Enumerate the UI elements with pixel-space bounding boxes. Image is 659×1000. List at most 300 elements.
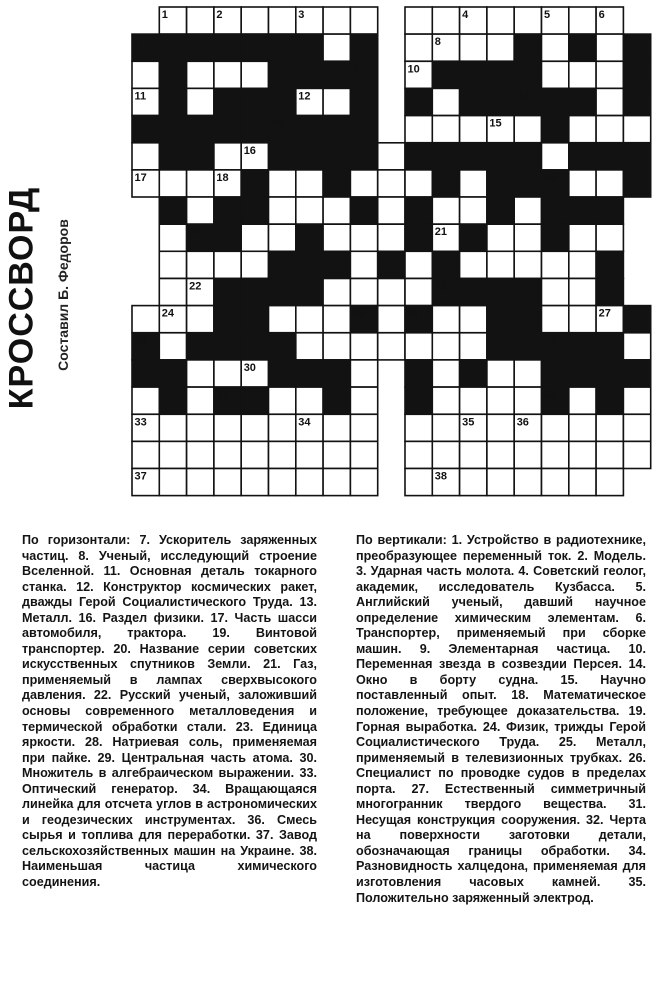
- grid-cell-blocked: [432, 170, 459, 197]
- grid-cell-blocked: [323, 387, 350, 414]
- grid-cell-empty[interactable]: [514, 116, 541, 143]
- clue-number: 2: [216, 9, 223, 21]
- grid-cell-empty[interactable]: [432, 360, 459, 387]
- grid-cell-empty[interactable]: [350, 360, 377, 387]
- grid-cell-empty[interactable]: [542, 61, 569, 88]
- grid-cell-blocked: [323, 251, 350, 278]
- grid-cell-empty[interactable]: [378, 279, 405, 306]
- grid-cell-blocked: [596, 387, 623, 414]
- grid-cell-empty[interactable]: [432, 7, 459, 34]
- grid-cell-empty[interactable]: [569, 441, 596, 468]
- grid-cell-empty[interactable]: [623, 414, 650, 441]
- grid-cell-empty[interactable]: [241, 441, 268, 468]
- grid-cell-blocked: [514, 333, 541, 360]
- grid-cell-empty[interactable]: [487, 251, 514, 278]
- grid-cell-empty[interactable]: [542, 251, 569, 278]
- grid-cell-blocked: [214, 279, 241, 306]
- grid-cell-empty[interactable]: [350, 279, 377, 306]
- grid-cell-blocked: [214, 88, 241, 115]
- grid-cell-empty[interactable]: [596, 34, 623, 61]
- grid-cell-blocked: [241, 306, 268, 333]
- grid-cell-blocked: [460, 88, 487, 115]
- grid-cell-blocked: [296, 224, 323, 251]
- grid-cell-empty[interactable]: [596, 61, 623, 88]
- grid-cell-empty[interactable]: [132, 61, 159, 88]
- grid-cell-empty[interactable]: [269, 197, 296, 224]
- grid-cell-empty[interactable]: [350, 387, 377, 414]
- grid-cell-empty[interactable]: [542, 306, 569, 333]
- grid-cell-empty[interactable]: [159, 251, 186, 278]
- grid-cell-blocked: [296, 279, 323, 306]
- grid-cell-blocked: [487, 306, 514, 333]
- grid-cell-empty[interactable]: [187, 306, 214, 333]
- grid-cell-empty[interactable]: [405, 469, 432, 496]
- grid-cell-empty[interactable]: [405, 251, 432, 278]
- grid-cell-empty[interactable]: [542, 414, 569, 441]
- clue-number: 8: [434, 36, 441, 49]
- grid-cell-blocked: [596, 360, 623, 387]
- grid-cell-blocked: [596, 197, 623, 224]
- grid-cell-empty[interactable]: [460, 116, 487, 143]
- grid-cell-blocked: [378, 251, 405, 278]
- grid-cell-empty[interactable]: [187, 170, 214, 197]
- grid-cell-blocked: [432, 61, 459, 88]
- grid-cell-empty[interactable]: [596, 469, 623, 496]
- grid-cell-empty[interactable]: [323, 333, 350, 360]
- grid-cell-empty[interactable]: [569, 414, 596, 441]
- grid-cell-blocked: [241, 333, 268, 360]
- grid-cell-blocked: [542, 116, 569, 143]
- grid-cell-empty[interactable]: [214, 469, 241, 496]
- grid-cell-blocked: [323, 143, 350, 170]
- grid-cell-empty[interactable]: [296, 441, 323, 468]
- grid-cell-empty[interactable]: [460, 251, 487, 278]
- grid-cell-blocked: [514, 143, 541, 170]
- grid-cell-empty[interactable]: [460, 170, 487, 197]
- grid-cell-blocked: [350, 88, 377, 115]
- grid-cell-blocked: [241, 34, 268, 61]
- clue-number: 12: [298, 90, 311, 103]
- clue-number: 34: [298, 416, 311, 429]
- grid-cell-empty[interactable]: [187, 251, 214, 278]
- grid-cell-blocked: [159, 34, 186, 61]
- grid-cell-blocked: [269, 88, 296, 115]
- across-text: 7. Ускоритель заряженных частиц. 8. Ученый, исследующий строение Вселенной. 11. Основная деталь токарного станка. 12. Конструктор космических ракет, дважды Герой Социалистического Труда. 13. Металл. 16. Раздел физики. 17. Часть шасси автомобиля, трактора. 19. Винтовой транспортер. 20. Название серии советских искусственных спутников Земли. 21. Газ, применяемый в лампах сверхвысокого давления. 22. Русский ученый, заложивший основы современного металловедения и термической обработки стали. 23. Единица яркости. 28. Натриевая соль, применяемая при пайке. 29. Центральная часть атома. 30. Множитель в алгебраическом выражении. 33. Оптический генератор. 34. Вращающаяся линейка для отсчета углов в астрономических и геодезических инструментах. 36. Смесь сырья и топлива для переработки. 37. Завод сельскохозяйственных машин на Украине. 38. Наименьшая частица химического соединения.: [22, 533, 317, 890]
- grid-cell-blocked: [623, 360, 650, 387]
- grid-cell-empty[interactable]: [405, 116, 432, 143]
- grid-cell-empty[interactable]: [187, 88, 214, 115]
- clue-number: 14: [271, 117, 284, 130]
- grid-cell-blocked: [296, 61, 323, 88]
- grid-cell-blocked: [241, 279, 268, 306]
- grid-cell-blocked: [487, 333, 514, 360]
- grid-cell-blocked: [350, 143, 377, 170]
- grid-cell-blocked: [269, 143, 296, 170]
- grid-cell-empty[interactable]: [323, 441, 350, 468]
- across-heading: По горизонтали:: [22, 533, 131, 547]
- grid-cell-empty[interactable]: [132, 441, 159, 468]
- grid-cell-empty[interactable]: [378, 143, 405, 170]
- grid-cell-empty[interactable]: [323, 34, 350, 61]
- grid-cell-empty[interactable]: [323, 469, 350, 496]
- grid-cell-blocked: [350, 34, 377, 61]
- clue-number: 11: [134, 90, 147, 103]
- grid-cell-empty[interactable]: [323, 224, 350, 251]
- grid-cell-blocked: [623, 88, 650, 115]
- grid-cell-empty[interactable]: [460, 306, 487, 333]
- grid-cell-empty[interactable]: [159, 170, 186, 197]
- grid-cell-empty[interactable]: [241, 414, 268, 441]
- clue-number: 22: [189, 280, 202, 293]
- grid-cell-blocked: [405, 197, 432, 224]
- grid-cell-empty[interactable]: [269, 7, 296, 34]
- across-clues: [22, 533, 317, 891]
- clue-number: 21: [434, 226, 448, 239]
- grid-cell-empty[interactable]: [542, 143, 569, 170]
- clue-number: 3: [298, 9, 305, 21]
- grid-cell-blocked: [214, 224, 241, 251]
- grid-cell-empty[interactable]: [296, 469, 323, 496]
- grid-cell-blocked: [187, 116, 214, 143]
- grid-cell-empty[interactable]: [214, 414, 241, 441]
- grid-cell-blocked: [569, 88, 596, 115]
- grid-cell-empty[interactable]: [159, 224, 186, 251]
- grid-cell-empty[interactable]: [432, 414, 459, 441]
- clue-number: 1: [161, 9, 168, 21]
- grid-cell-empty[interactable]: [460, 34, 487, 61]
- grid-cell-empty[interactable]: [487, 224, 514, 251]
- clue-number: 10: [407, 63, 420, 76]
- grid-cell-blocked: [542, 88, 569, 115]
- grid-cell-empty[interactable]: [241, 61, 268, 88]
- clue-number: 28: [134, 334, 147, 347]
- grid-cell-empty[interactable]: [187, 441, 214, 468]
- grid-cell-empty[interactable]: [269, 469, 296, 496]
- grid-cell-empty[interactable]: [269, 170, 296, 197]
- grid-cell-empty[interactable]: [323, 414, 350, 441]
- grid-cell-empty[interactable]: [596, 224, 623, 251]
- grid-cell-empty[interactable]: [323, 306, 350, 333]
- grid-cell-empty[interactable]: [487, 469, 514, 496]
- grid-cell-empty[interactable]: [159, 333, 186, 360]
- grid-cell-blocked: [241, 88, 268, 115]
- grid-cell-blocked: [350, 197, 377, 224]
- grid-cell-blocked: [623, 34, 650, 61]
- clue-number: 20: [189, 226, 202, 239]
- grid-cell-empty[interactable]: [514, 441, 541, 468]
- grid-cell-empty[interactable]: [623, 441, 650, 468]
- grid-cell-empty[interactable]: [542, 34, 569, 61]
- grid-cell-empty[interactable]: [132, 387, 159, 414]
- grid-cell-empty[interactable]: [350, 251, 377, 278]
- clue-number: 26: [407, 307, 420, 320]
- grid-cell-blocked: [487, 88, 514, 115]
- grid-cell-empty[interactable]: [350, 441, 377, 468]
- grid-cell-empty[interactable]: [432, 306, 459, 333]
- grid-cell-empty[interactable]: [350, 7, 377, 34]
- grid-cell-blocked: [296, 360, 323, 387]
- clue-number: 15: [489, 117, 502, 130]
- clue-number: 5: [544, 9, 551, 21]
- grid-cell-blocked: [214, 116, 241, 143]
- grid-cell-empty[interactable]: [596, 170, 623, 197]
- grid-cell-empty[interactable]: [296, 197, 323, 224]
- grid-cell-blocked: [487, 61, 514, 88]
- grid-cell-empty[interactable]: [460, 387, 487, 414]
- grid-cell-empty[interactable]: [569, 306, 596, 333]
- grid-cell-blocked: [214, 306, 241, 333]
- grid-cell-empty[interactable]: [569, 251, 596, 278]
- grid-cell-blocked: [296, 251, 323, 278]
- grid-cell-blocked: [159, 88, 186, 115]
- grid-cell-empty[interactable]: [514, 224, 541, 251]
- grid-cell-blocked: [405, 387, 432, 414]
- grid-cell-empty[interactable]: [542, 469, 569, 496]
- clue-number: 9: [352, 63, 360, 76]
- grid-cell-blocked: [623, 143, 650, 170]
- grid-cell-empty[interactable]: [487, 441, 514, 468]
- grid-cell-empty[interactable]: [241, 469, 268, 496]
- grid-cell-empty[interactable]: [132, 306, 159, 333]
- grid-cell-blocked: [569, 143, 596, 170]
- grid-cell-empty[interactable]: [350, 414, 377, 441]
- grid-cell-empty[interactable]: [214, 61, 241, 88]
- grid-cell-empty[interactable]: [350, 333, 377, 360]
- grid-cell-blocked: [514, 279, 541, 306]
- grid-cell-empty[interactable]: [269, 387, 296, 414]
- grid-cell-blocked: [132, 360, 159, 387]
- grid-cell-empty[interactable]: [187, 469, 214, 496]
- grid-cell-blocked: [296, 116, 323, 143]
- grid-cell-blocked: [542, 224, 569, 251]
- grid-cell-empty[interactable]: [487, 360, 514, 387]
- grid-cell-blocked: [159, 387, 186, 414]
- grid-cell-empty[interactable]: [214, 441, 241, 468]
- grid-cell-empty[interactable]: [542, 279, 569, 306]
- grid-cell-blocked: [514, 34, 541, 61]
- grid-cell-empty[interactable]: [214, 251, 241, 278]
- grid-cell-empty[interactable]: [432, 441, 459, 468]
- grid-cell-blocked: [460, 143, 487, 170]
- grid-cell-empty[interactable]: [378, 333, 405, 360]
- grid-cell-empty[interactable]: [432, 333, 459, 360]
- grid-cell-empty[interactable]: [432, 116, 459, 143]
- grid-cell-blocked: [569, 360, 596, 387]
- grid-cell-empty[interactable]: [159, 279, 186, 306]
- grid-cell-empty[interactable]: [132, 143, 159, 170]
- clue-number: 32: [544, 389, 557, 402]
- clue-number: 27: [598, 307, 611, 320]
- grid-cell-empty[interactable]: [241, 7, 268, 34]
- grid-cell-empty[interactable]: [378, 170, 405, 197]
- grid-cell-blocked: [323, 170, 350, 197]
- clue-number: 25: [352, 307, 366, 320]
- grid-cell-blocked: [460, 224, 487, 251]
- grid-cell-empty[interactable]: [514, 251, 541, 278]
- grid-cell-empty[interactable]: [623, 333, 650, 360]
- grid-cell-empty[interactable]: [487, 414, 514, 441]
- grid-cell-empty[interactable]: [514, 360, 541, 387]
- grid-cell-empty[interactable]: [460, 441, 487, 468]
- grid-cell-empty[interactable]: [405, 7, 432, 34]
- grid-cell-blocked: [269, 360, 296, 387]
- grid-cell-blocked: [132, 116, 159, 143]
- grid-cell-empty[interactable]: [159, 414, 186, 441]
- grid-cell-empty[interactable]: [569, 469, 596, 496]
- grid-cell-empty[interactable]: [187, 414, 214, 441]
- grid-cell-empty[interactable]: [296, 387, 323, 414]
- grid-cell-empty[interactable]: [460, 469, 487, 496]
- grid-cell-empty[interactable]: [432, 197, 459, 224]
- grid-cell-empty[interactable]: [269, 306, 296, 333]
- grid-cell-empty[interactable]: [187, 387, 214, 414]
- grid-cell-empty[interactable]: [405, 34, 432, 61]
- grid-cell-blocked: [187, 333, 214, 360]
- grid-cell-empty[interactable]: [378, 197, 405, 224]
- grid-cell-empty[interactable]: [296, 306, 323, 333]
- grid-cell-blocked: [159, 116, 186, 143]
- grid-cell-empty[interactable]: [350, 469, 377, 496]
- grid-cell-empty[interactable]: [514, 7, 541, 34]
- grid-cell-empty[interactable]: [296, 333, 323, 360]
- grid-cell-empty[interactable]: [623, 116, 650, 143]
- grid-cell-empty[interactable]: [214, 143, 241, 170]
- grid-cell-blocked: [596, 279, 623, 306]
- clue-number: 36: [516, 416, 529, 429]
- grid-cell-blocked: [214, 34, 241, 61]
- grid-cell-empty[interactable]: [596, 88, 623, 115]
- grid-cell-empty[interactable]: [323, 88, 350, 115]
- grid-cell-blocked: [269, 34, 296, 61]
- grid-cell-empty[interactable]: [187, 197, 214, 224]
- clue-number: 24: [161, 307, 175, 320]
- grid-cell-empty[interactable]: [596, 116, 623, 143]
- grid-cell-empty[interactable]: [405, 333, 432, 360]
- grid-cell-empty[interactable]: [514, 197, 541, 224]
- grid-cell-empty[interactable]: [405, 441, 432, 468]
- grid-cell-empty[interactable]: [187, 360, 214, 387]
- grid-cell-empty[interactable]: [514, 469, 541, 496]
- grid-cell-empty[interactable]: [405, 279, 432, 306]
- clue-number: 13: [516, 90, 529, 103]
- grid-cell-blocked: [569, 333, 596, 360]
- grid-cell-blocked: [241, 387, 268, 414]
- grid-cell-blocked: [159, 360, 186, 387]
- clue-number: 6: [598, 9, 605, 21]
- grid-cell-empty[interactable]: [323, 197, 350, 224]
- grid-cell-blocked: [241, 116, 268, 143]
- grid-cell-empty[interactable]: [487, 387, 514, 414]
- grid-cell-empty[interactable]: [432, 88, 459, 115]
- grid-cell-empty[interactable]: [623, 387, 650, 414]
- clue-number: 7: [134, 36, 141, 49]
- grid-cell-empty[interactable]: [487, 7, 514, 34]
- clue-number: 18: [216, 171, 229, 184]
- grid-cell-blocked: [596, 251, 623, 278]
- grid-cell-empty[interactable]: [323, 7, 350, 34]
- grid-cell-empty[interactable]: [596, 441, 623, 468]
- grid-cell-blocked: [514, 306, 541, 333]
- down-text: 1. Устройство в радиотехнике, преобразующее переменный ток. 2. Модель. 3. Ударная часть молота. 4. Советский геолог, академик, исследователь Кузбасса. 5. Английский ученый, давший научное определение химическим элементам. 6. Транспортер, применяемый при сборке машин. 9. Элементарная частица. 10. Переменная звезда в созвездии Персея. 14. Окно в борту судна. 15. Научно поставленный опыт. 18. Математическое положение, требующее доказательства. 19. Горная выработка. 24. Физик, трижды Герой Социалистического Труда. 25. Металл, применяемый в телевизионных трубках. 26. Специалист по проводке судов в пределах порта. 27. Естественный симметричный многогранник твердого вещества. 31. Несущая конструкция сооружения. 32. Черта на поверхности заготовки детали, обозначающая границы обработки. 34. Разновидность халцедона, применяемая для изготовления часовых камней. 35. Положительно заряженный электрод.: [356, 533, 646, 905]
- grid-cell-empty[interactable]: [350, 170, 377, 197]
- grid-cell-empty[interactable]: [159, 469, 186, 496]
- grid-cell-empty[interactable]: [159, 441, 186, 468]
- clue-number: 30: [243, 361, 256, 374]
- grid-cell-blocked: [487, 279, 514, 306]
- grid-cell-blocked: [269, 61, 296, 88]
- grid-cell-blocked: [569, 34, 596, 61]
- grid-cell-empty[interactable]: [323, 279, 350, 306]
- grid-cell-empty[interactable]: [569, 224, 596, 251]
- clue-number: 29: [544, 334, 557, 347]
- grid-cell-blocked: [269, 279, 296, 306]
- grid-cell-blocked: [460, 61, 487, 88]
- grid-cell-empty[interactable]: [569, 7, 596, 34]
- grid-cell-empty[interactable]: [269, 224, 296, 251]
- grid-cell-blocked: [187, 143, 214, 170]
- grid-cell-empty[interactable]: [514, 387, 541, 414]
- grid-cell-blocked: [296, 143, 323, 170]
- clue-number: 38: [434, 470, 448, 483]
- clue-number: 19: [544, 171, 557, 184]
- grid-cell-blocked: [623, 170, 650, 197]
- grid-cell-blocked: [323, 61, 350, 88]
- grid-cell-empty[interactable]: [405, 414, 432, 441]
- grid-cell-blocked: [460, 279, 487, 306]
- grid-cell-empty[interactable]: [269, 441, 296, 468]
- grid-cell-empty[interactable]: [296, 170, 323, 197]
- clue-number: 4: [462, 9, 469, 21]
- grid-cell-blocked: [405, 224, 432, 251]
- grid-cell-empty[interactable]: [378, 306, 405, 333]
- grid-cell-blocked: [187, 34, 214, 61]
- grid-cell-empty[interactable]: [187, 7, 214, 34]
- grid-cell-empty[interactable]: [569, 279, 596, 306]
- grid-cell-blocked: [269, 333, 296, 360]
- grid-cell-empty[interactable]: [269, 414, 296, 441]
- grid-cell-empty[interactable]: [187, 61, 214, 88]
- grid-cell-empty[interactable]: [460, 197, 487, 224]
- grid-cell-blocked: [623, 306, 650, 333]
- grid-cell-empty[interactable]: [569, 61, 596, 88]
- clue-number: 35: [462, 416, 475, 429]
- grid-cell-empty[interactable]: [569, 116, 596, 143]
- grid-cell-empty[interactable]: [569, 387, 596, 414]
- grid-cell-empty[interactable]: [378, 224, 405, 251]
- grid-cell-empty[interactable]: [241, 251, 268, 278]
- grid-cell-empty[interactable]: [214, 360, 241, 387]
- grid-cell-blocked: [159, 61, 186, 88]
- grid-cell-empty[interactable]: [542, 441, 569, 468]
- grid-cell-blocked: [596, 143, 623, 170]
- clue-number: 33: [134, 416, 147, 429]
- grid-cell-empty[interactable]: [569, 170, 596, 197]
- grid-cell-empty[interactable]: [596, 414, 623, 441]
- grid-cell-empty[interactable]: [405, 170, 432, 197]
- grid-cell-blocked: [514, 170, 541, 197]
- grid-cell-blocked: [241, 197, 268, 224]
- grid-cell-empty[interactable]: [432, 387, 459, 414]
- grid-cell-blocked: [514, 61, 541, 88]
- grid-cell-empty[interactable]: [487, 34, 514, 61]
- clue-number: 31: [216, 389, 229, 402]
- grid-cell-empty[interactable]: [460, 333, 487, 360]
- grid-cell-empty[interactable]: [350, 224, 377, 251]
- grid-cell-blocked: [405, 360, 432, 387]
- grid-cell-blocked: [542, 197, 569, 224]
- grid-cell-blocked: [596, 333, 623, 360]
- grid-cell-empty[interactable]: [241, 224, 268, 251]
